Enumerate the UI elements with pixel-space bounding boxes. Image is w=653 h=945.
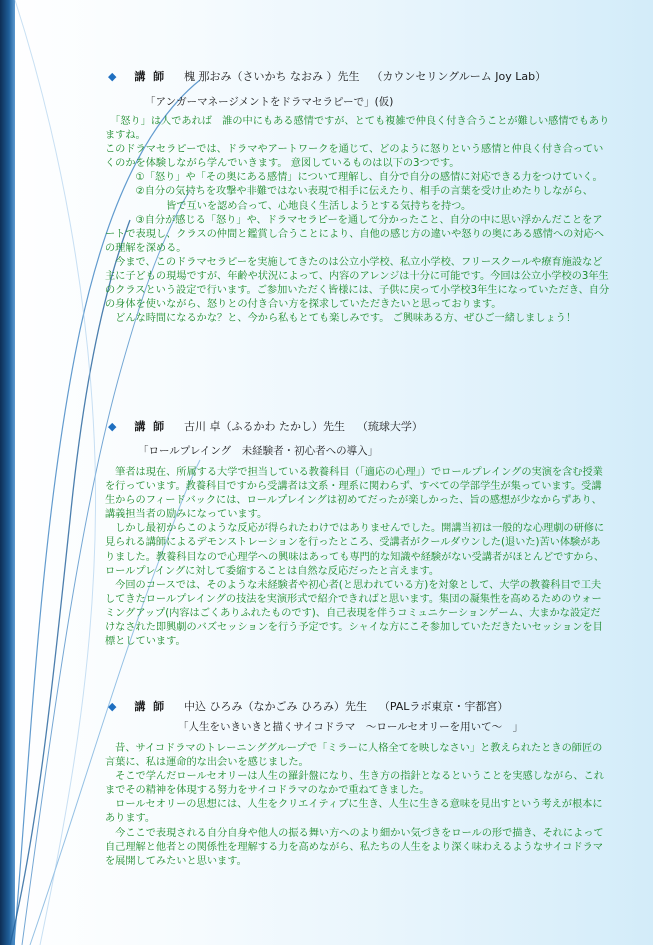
session-title: 「ロールプレイング 未経験者・初心者への導入」 bbox=[138, 445, 379, 457]
lecturer-header bbox=[108, 700, 508, 714]
lecturer-organization: （PALラボ東京・宇都宮） bbox=[378, 700, 509, 713]
lecturer-name: 中込 ひろみ（なかごみ ひろみ）先生 bbox=[184, 700, 367, 713]
paragraph: 「怒り」は人であれば 誰の中にもある感情ですが、とても複雑で仲良く付き合うことが難しい感情でもありますね。 bbox=[105, 116, 610, 142]
lecturer-role-label: 講 師 bbox=[134, 700, 167, 713]
lecturer-header bbox=[108, 70, 546, 84]
lecturer-role-label: 講 師 bbox=[134, 420, 167, 433]
paragraph: 筆者は現在、所属する大学で担当している教養科目（「適応の心理」）でロールプレイングの実演を含む授業を行っています。教養科目ですから受講者は文系・理系に関わらず、すべての学部学生が集っています。受講生からのフィードバックには、ロールプレイングは初めてだったが楽しかった、旨の感想が少なからずあり、講義担当者の励みになっています。 bbox=[105, 467, 603, 521]
session-description bbox=[105, 466, 610, 649]
lecturer-organization: （カウンセリングルーム Joy Lab） bbox=[371, 70, 547, 83]
paragraph: 今回のコースでは、そのような未経験者や初心者(と思われている方)を対象として、大学の教養科目で工夫してきたロールプレイングの技法を実演形式で紹介できればと思います。集団の凝集性を高めるためのウォーミングアップ(内容はごくありふれたものです)、自己表現を伴うコミュニケーションゲーム、大まかな設定だけなされた即興劇のバズセッションを行う予定です。シャイな方にこそ参加していただきたいセッションを目標としています。 bbox=[105, 579, 603, 648]
paragraph: ②自分の気持ちを攻撃や非難ではない表現で相手に伝えたり、相手の言葉を受け止めたりしながら、 bbox=[105, 186, 593, 198]
session-title: 「アンガーマネージメントをドラマセラピーで」(仮) bbox=[145, 96, 394, 108]
paragraph: 昔、サイコドラマのトレーニンググループで「ミラーに人格全てを映しなさい」と教えられたときの師匠の言葉に、私は運命的な出会いを感じました。 bbox=[105, 743, 603, 769]
paragraph: 皆で互いを認め合って、心地良く生活しようとする気持ちを持つ。 bbox=[105, 200, 472, 212]
paragraph: ③自分が感じる「怒り」や、ドラマセラピーを通して分かったこと、自分の中に思い浮かんだことをアートで表現し、クラスの仲間と鑑賞し合うことにより、自他の感じ方の違いや怒りの奥にある感情への対応への理解を深める。 bbox=[105, 214, 604, 254]
paragraph: 今まで、このドラマセラピーを実施してきたのは公立小学校、私立小学校、フリースクールや療育施設など主に子どもの現場ですが、年齢や状況によって、内容のアレンジは十分に可能です。今回は公立小学校の3年生のクラスという設定で行います。ご参加いただく皆様には、子供に戻って小学校3年生になっていただき、自分の身体を使いながら、怒りとの付き合い方を探求していただきたいと思っております。 bbox=[105, 256, 610, 311]
paragraph: そこで学んだロールセオリーは人生の羅針盤になり、生き方の指針となるということを実感しながら、これまでその精神を体現する努力をサイコドラマのなかで重ねてきました。 bbox=[105, 771, 604, 797]
session-title: 「人生をいきいきと描くサイコドラマ ～ロールセオリーを用いて～ 」 bbox=[178, 721, 524, 733]
lecturer-name: 古川 卓（ふるかわ たかし）先生 bbox=[184, 420, 345, 433]
diamond-bullet-icon: ◆ bbox=[108, 70, 117, 83]
paragraph: しかし最初からこのような反応が得られたわけではありませんでした。開講当初は一般的な心理劇の研修に見られる講師によるデモンストレーションを行ったところ、受講者がクールダウンした(退いた)苦い体験がありました。教養科目なので心理学への興味はあっても専門的な知識や経験がない受講者がほとんどですから、ロールプレイングに対して委縮することは自然な反応だったと言えます。 bbox=[105, 523, 605, 577]
paragraph: どんな時間になるかな？と、今から私もとても楽しみです。 ご興味ある方、ぜひご一緒しましょう！ bbox=[105, 313, 577, 325]
paragraph: 今ここで表現される自分自身や他人の振る舞い方へのより細かい気づきをロールの形で描き、それによって自己理解と他者との関係性を理解する力を高めながら、私たちの人生をより深く味わえるようなサイコドラマを展開してみたいと思います。 bbox=[105, 827, 604, 867]
lecturer-header bbox=[108, 420, 423, 434]
paragraph: ①「怒り」や「その奥にある感情」について理解し、自分で自分の感情に対応できる力をつけていく。 bbox=[105, 172, 603, 184]
session-description bbox=[105, 742, 610, 869]
lecturer-organization: （琉球大学） bbox=[356, 420, 423, 433]
lecturer-name: 槐 那おみ（さいかち なおみ ）先生 bbox=[184, 70, 360, 83]
session-description bbox=[105, 115, 610, 326]
paragraph: ロールセオリーの思想には、人生をクリエイティブに生き、人生に生きる意味を見出すという考えが根本にあります。 bbox=[105, 799, 603, 825]
diamond-bullet-icon: ◆ bbox=[108, 700, 117, 713]
paragraph: このドラマセラピーでは、ドラマやアートワークを通じて、どのように怒りという感情と仲良く付き合っていくのかを体験しながら学んでいきます。 意図しているものは以下の3つです。 bbox=[105, 144, 604, 170]
lecturer-role-label: 講 師 bbox=[134, 70, 167, 83]
diamond-bullet-icon: ◆ bbox=[108, 420, 117, 433]
